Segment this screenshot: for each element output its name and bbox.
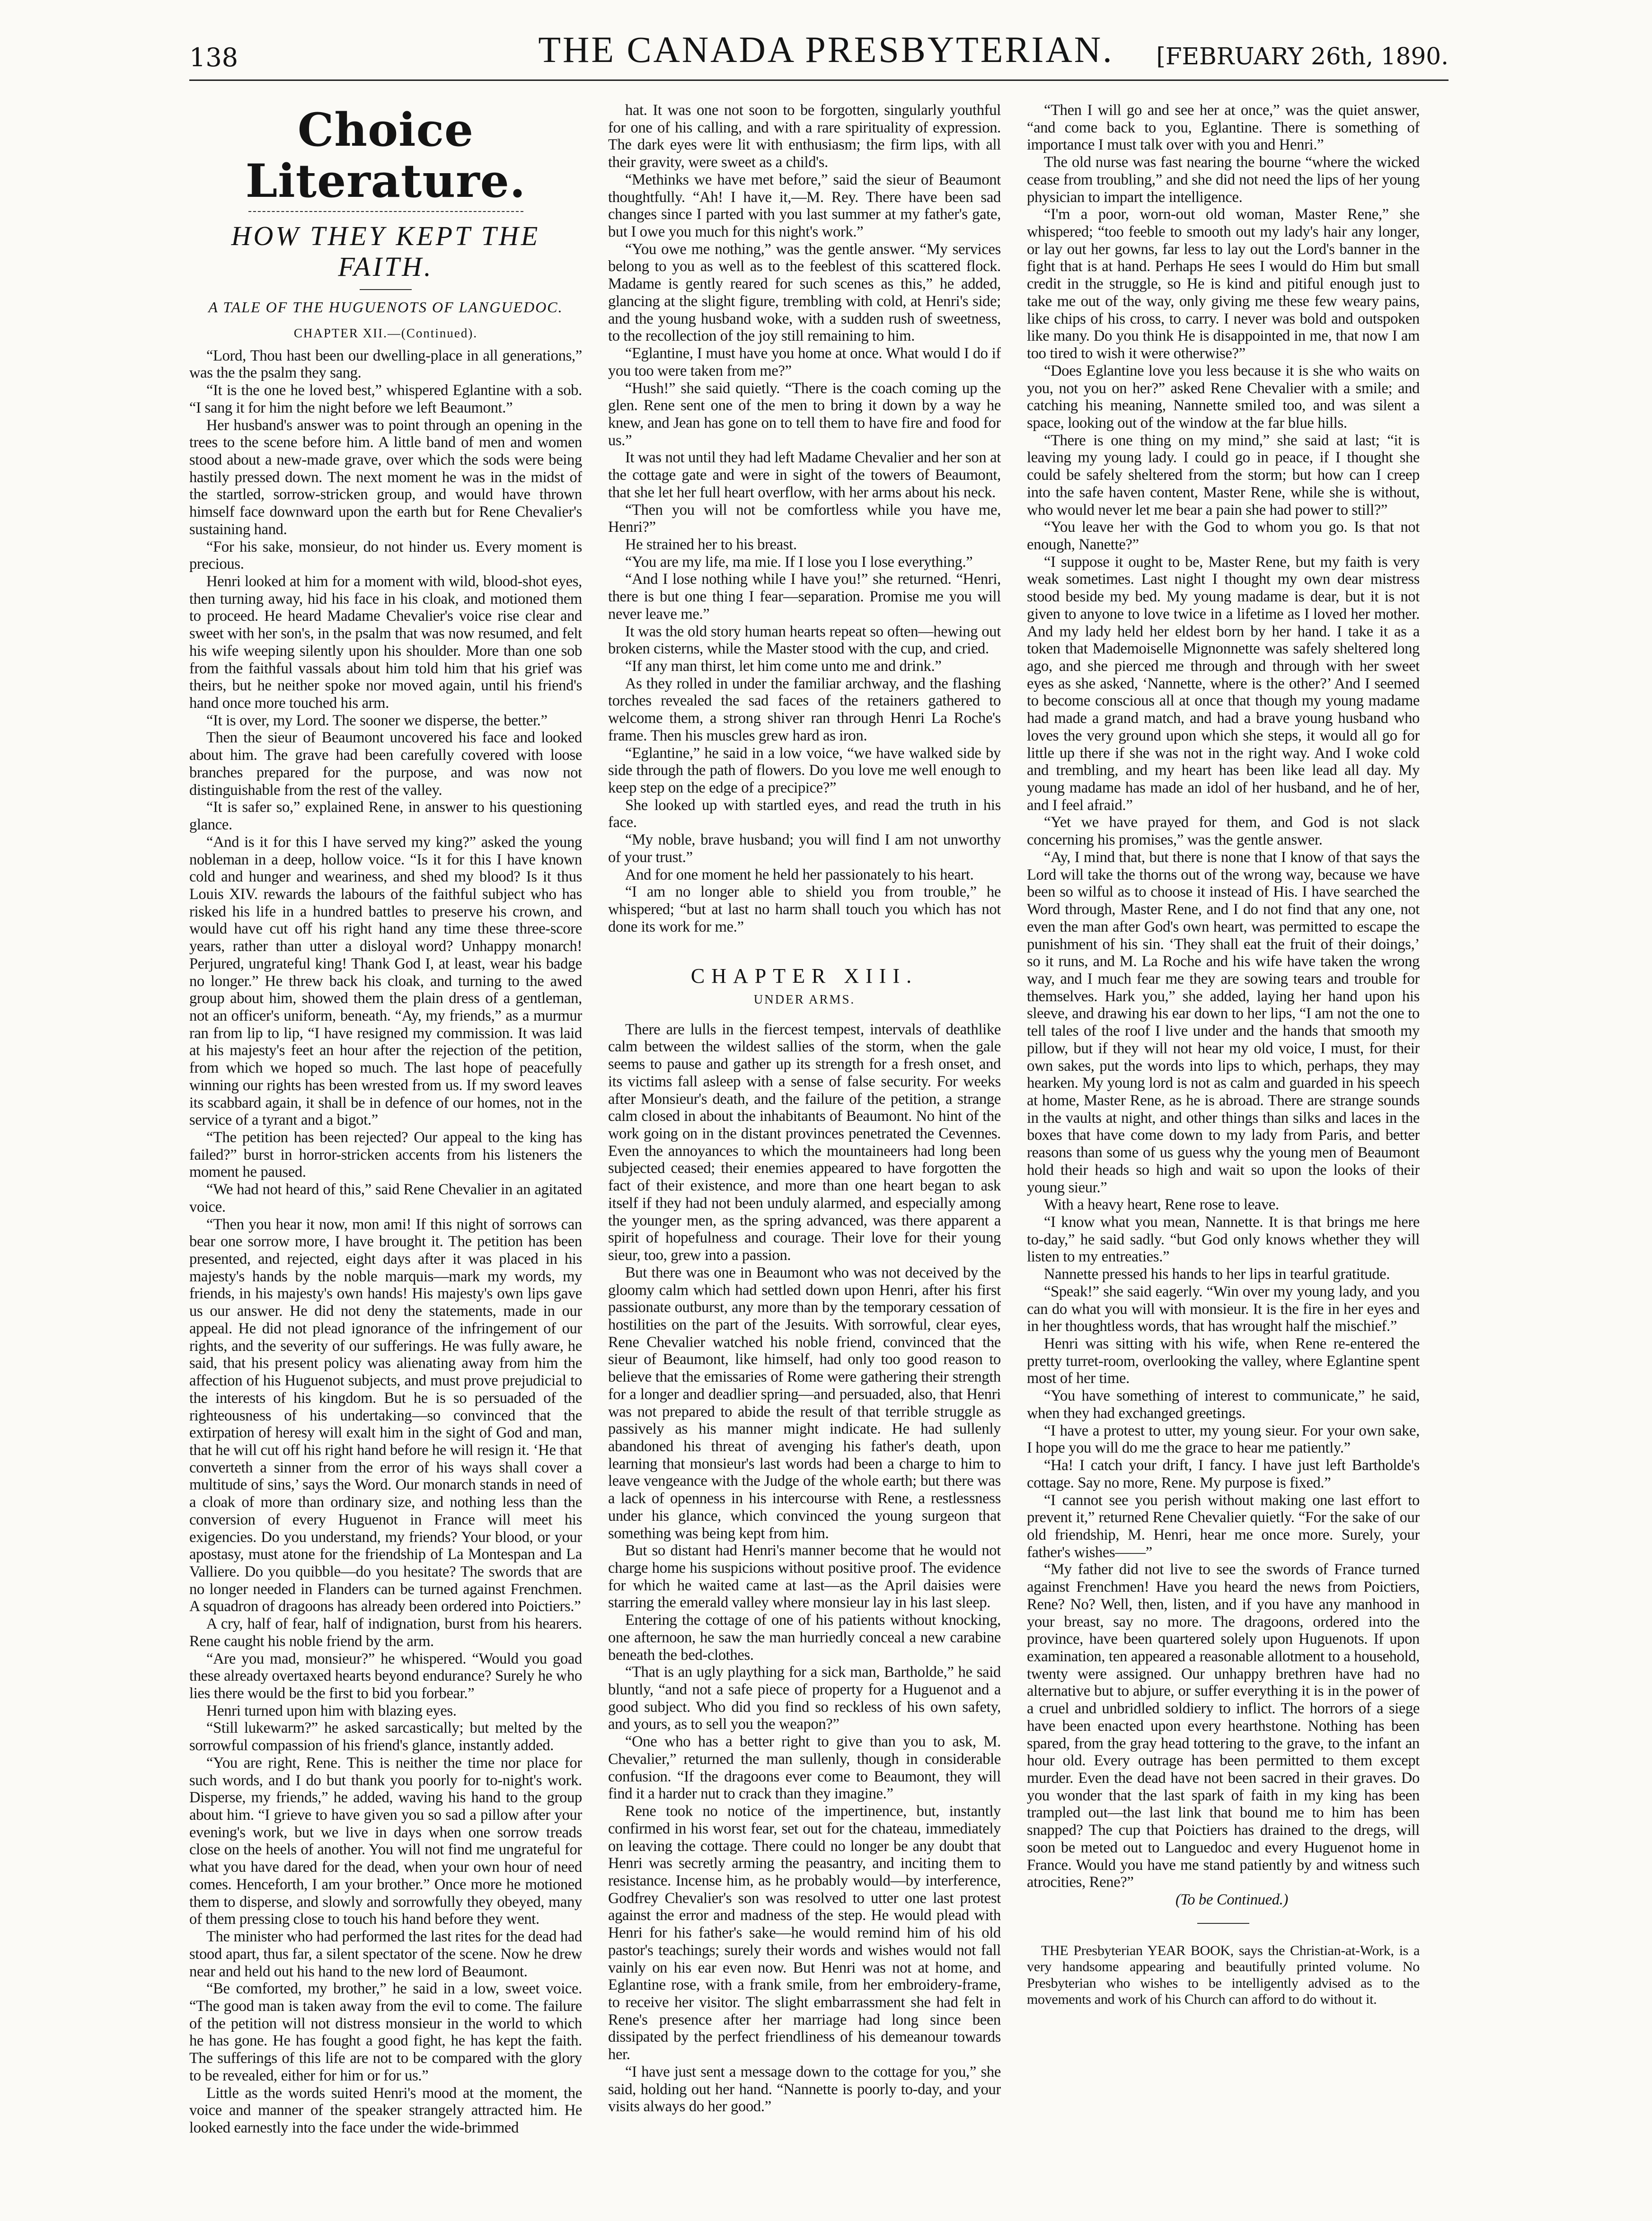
paragraph: “Then you will not be comfortless while you have me, Henri?” xyxy=(608,501,1001,536)
paragraph: “Eglantine, I must have you home at once. What would I do if you too were taken from me?” xyxy=(608,345,1001,379)
paragraph: “Methinks we have met before,” said the sieur of Beaumont thoughtfully. “Ah! I have it,—M. Rey. There have been sad changes since I parted with you last summer at my father's gate, but I owe you much for this night's work.” xyxy=(608,171,1001,241)
chapter-heading: CHAPTER XIII. xyxy=(690,964,919,987)
paragraph: “You are right, Rene. This is neither the time nor place for such words, and I do but thank you poorly for to-night's work. Disperse, my friends,” he added, waving his hand to the group about him. “I grieve to have given you so sad a pillow after your evening's work, but we live in days when one sorrow treads close on the heels of another. You will not find me ungrateful for what you have dared for the dead, when your own hour of need comes. Henceforth, I am your brother.” Once more he motioned them to disperse, and slowly and sorrowfully they obeyed, many of them pressing close to touch his hand before they went. xyxy=(189,1754,582,1928)
paragraph: Henri turned upon him with blazing eyes. xyxy=(206,1702,457,1719)
to-be-continued: (To be Continued.) xyxy=(1175,1891,1289,1909)
issue-date: [FEBRUARY 26th, 1890. xyxy=(1156,43,1449,70)
column-3 xyxy=(1027,102,1420,2198)
paragraph: “For his sake, monsieur, do not hinder us. Every moment is precious. xyxy=(189,538,582,573)
paragraph: “I know what you mean, Nannette. It is that brings me here to-day,” he said sadly. “but God only knows whether they will listen to my entreaties.” xyxy=(1027,1214,1420,1266)
paragraph: “I have a protest to utter, my young sieur. For your own sake, I hope you will do me the grace to hear me patiently.” xyxy=(1027,1422,1420,1457)
paragraph: “Ay, I mind that, but there is none that I know of that says the Lord will take the thorns out of the wrong way, because we have been so wilful as to choose it instead of His. I have searched the Word through, Master Rene, and I do not find that any one, not even the man after God's own heart, was permitted to escape the punishment of his sin. ‘They shall eat the fruit of their doings,’ so it runs, and M. La Roche and his wife have taken the wrong way, and I much fear me they are sowing tears and trouble for themselves. Hark you,” she added, laying her hand upon his sleeve, and drawing his ear down to her lips, “I am not the one to tell tales of the roof I live under and the hands that smooth my pillow, but if they will not hear my old voice, I must, for their own sakes, put the words into lips to which, perhaps, they may hearken. My young lord is not as calm and guarded in his speech at home, Master Rene, as he is abroad. There are strange sounds in the vaults at night, and other things than silks and laces in the boxes that have come down to my lady from Paris, and better reasons than some of us guess why the young men of Beaumont hold their heads so high and wait so upon the looks of their young sieur.” xyxy=(1027,848,1420,1196)
paragraph: “I am no longer able to shield you from trouble,” he whispered; “but at last no harm shall touch you which has not done its work for me.” xyxy=(608,883,1001,935)
paragraph: “You leave her with the God to whom you go. Is that not enough, Nanette?” xyxy=(1027,519,1420,553)
paragraph: “It is over, my Lord. The sooner we disperse, the better.” xyxy=(206,712,548,729)
story-subtitle: A TALE OF THE HUGUENOTS OF LANGUEDOC. xyxy=(208,299,563,316)
journal-title: THE CANADA PRESBYTERIAN. xyxy=(538,29,1114,70)
paragraph: “I suppose it ought to be, Master Rene, but my faith is very weak sometimes. Last night I thought my own dear mistress stood beside my bed. My young madame is dear, but it is not given to anyone to love twice in a lifetime as I loved her mother. And my lady held her eldest born by her hand. I take it as a token that Mademoiselle Mignonnette was safely sheltered long ago, and she pierced me through and through with her sweet eyes as she asked, ‘Nannette, where is the other?’ And I seemed to become conscious all at once that though my young madame had made a grand match, and had a brave young husband who loves the very ground upon which she steps, it would all go for little up there if she was not in the right way. And I woke cold and trembling, and my heart has been like lead all day. My young madame has made an idol of her husband, and he of her, and I feel afraid.” xyxy=(1027,553,1420,814)
paragraph: “My noble, brave husband; you will find I am not unworthy of your trust.” xyxy=(608,831,1001,866)
column-1-text xyxy=(189,347,582,2137)
paragraph: “Ha! I catch your drift, I fancy. I have just left Bartholde's cottage. Say no more, Rene. My purpose is fixed.” xyxy=(1027,1457,1420,1491)
column-1 xyxy=(189,102,582,2198)
paragraph: Little as the words suited Henri's mood at the moment, the voice and manner of the speaker strangely attracted him. He looked earnestly into the face under the wide-brimmed xyxy=(189,2084,582,2136)
paragraph: “There is one thing on my mind,” she said at last; “it is leaving my young lady. I could go in peace, if I thought she could be safely sheltered from the storm; but how can I creep into the safe haven content, Master Rene, while she is without, who would never let me bear a pain she had power to still?” xyxy=(1027,432,1420,519)
paragraph: There are lulls in the fiercest tempest, intervals of deathlike calm between the wildest sallies of the storm, when the gale seems to pause and gather up its strength for a fresh onset, and its victims fall asleep with a sense of false security. For weeks after Monsieur's death, and the failure of the petition, a strange calm closed in about the inhabitants of Beaumont. No hint of the work going on in the distant provinces penetrated the Cevennes. Even the annoyances to which the mountaineers had long been subjected ceased; their enemies appeared to have forgotten the fact of their existence, and more than one heart began to ask itself if they had not been unduly alarmed, and especially among the younger men, as the spring advanced, was there apparent a spirit of hopefulness and courage. Their love for their young sieur, too, grew into a passion. xyxy=(608,1021,1001,1264)
column-3-text xyxy=(1027,102,1420,1891)
paragraph: And for one moment he held her passionately to his heart. xyxy=(625,866,974,883)
paragraph: “It is the one he loved best,” whispered Eglantine with a sob. “I sang it for him the night before we left Beaumont.” xyxy=(189,382,582,416)
paragraph: It was the old story human hearts repeat so often—hewing out broken cisterns, while the Master stood with the cup, and cried. xyxy=(608,623,1001,658)
paragraph: “And I lose nothing while I have you!” she returned. “Henri, there is but one thing I fear—separation. Promise me you will never leave me.” xyxy=(608,571,1001,623)
column-2-text-a xyxy=(608,102,1001,936)
paragraph: “Speak!” she said eagerly. “Win over my young lady, and you can do what you will with monsieur. It is the fire in her eyes and in her thoughtless words, that has wrought half the mischief.” xyxy=(1027,1283,1420,1335)
page-header xyxy=(0,23,1652,94)
paragraph: “Still lukewarm?” he asked sarcastically; but melted by the sorrowful compassion of his friend's glance, instantly added. xyxy=(189,1719,582,1754)
paragraph: “If any man thirst, let him come unto me and drink.” xyxy=(625,658,942,675)
story-title: HOW THEY KEPT THE FAITH. xyxy=(231,220,540,282)
paragraph: Henri looked at him for a moment with wild, blood-shot eyes, then turning away, hid his face in his cloak, and motioned them to proceed. He heard Madame Chevalier's voice rise clear and sweet with her son's, in the psalm that was now resumed, and felt his wife weeping silently upon his shoulder. More than one sob from the faithful vassals about him told him that his grief was theirs, but he neither spoke nor moved again, until his friend's hand once more touched his arm. xyxy=(189,573,582,712)
header-rule xyxy=(189,79,1449,81)
paragraph: “You have something of interest to communicate,” he said, when they had exchanged greetings. xyxy=(1027,1387,1420,1422)
year-book-note: THE Presbyterian YEAR BOOK, says the Christian-at-Work, is a very handsome appearing and beautifully printed volume. No Presbyterian who wishes to be intelligently advised as to the movements and work of his Church can afford to do without it. xyxy=(1027,1942,1420,2008)
paragraph: Then the sieur of Beaumont uncovered his face and looked about him. The grave had been carefully covered with loose branches prepared for the purpose, and was now not distinguishable from the rest of the valley. xyxy=(189,729,582,799)
page-number: 138 xyxy=(189,43,239,72)
paragraph: “I cannot see you perish without making one last effort to prevent it,” returned Rene Chevalier quietly. “For the sake of our old friendship, M. Henri, hear me once more. Surely, your father's wishes——” xyxy=(1027,1491,1420,1561)
paragraph: “It is safer so,” explained Rene, in answer to his questioning glance. xyxy=(189,799,582,834)
section-title: Choice Literature. xyxy=(245,103,526,208)
paragraph: “Then I will go and see her at once,” was the quiet answer, “and come back to you, Eglantine. There is something of importance I must talk over with you and Henri.” xyxy=(1027,102,1420,154)
paragraph: “The petition has been rejected? Our appeal to the king has failed?” burst in horror-stricken accents from his listeners the moment he paused. xyxy=(189,1129,582,1181)
title-divider xyxy=(248,211,523,212)
paragraph: “I have just sent a message down to the cottage for you,” she said, holding out her hand. “Nannette is poorly to-day, and your visits always do her good.” xyxy=(608,2063,1001,2115)
paragraph: Nannette pressed his hands to her lips in tearful gratitude. xyxy=(1044,1266,1390,1283)
paragraph: “That is an ugly plaything for a sick man, Bartholde,” he said bluntly, “and not a safe piece of property for a Huguenot and a good subject. Who did you find so reckless of his own safety, and yours, as to sell you the weapon?” xyxy=(608,1664,1001,1733)
paragraph: “Hush!” she said quietly. “There is the coach coming up the glen. Rene sent one of the men to bring it down by a way he knew, and Jean has gone on to tell them to have fire and food for us.” xyxy=(608,379,1001,449)
paragraph: “One who has a better right to give than you to ask, M. Chevalier,” returned the man sullenly, though in considerable confusion. “If the dragoons ever come to Beaumont, they will find it a harder nut to crack than they imagine.” xyxy=(608,1733,1001,1803)
paragraph: He strained her to his breast. xyxy=(625,536,797,553)
paragraph: “We had not heard of this,” said Rene Chevalier in an agitated voice. xyxy=(189,1181,582,1216)
paragraph: She looked up with startled eyes, and read the truth in his face. xyxy=(608,796,1001,831)
paragraph: “Yet we have prayed for them, and God is not slack concerning his promises,” was the gentle answer. xyxy=(1027,814,1420,849)
paragraph: With a heavy heart, Rene rose to leave. xyxy=(1044,1196,1279,1214)
paragraph: Henri was sitting with his wife, when Rene re-entered the pretty turret-room, overlooking the valley, where Eglantine spent most of her time. xyxy=(1027,1335,1420,1387)
paragraph: “And is it for this I have served my king?” asked the young nobleman in a deep, hollow voice. “Is it for this I have known cold and hunger and weariness, and shed my blood? Is it thus Louis XIV. rewards the labours of the faithful subject who has risked his life in a hundred battles to preserve his crown, and would have cut off his right hand any time these three-score years, rather than utter a disloyal word? Unhappy monarch! Perjured, ungrateful king! Thank God I, at least, wear his badge no longer.” He threw back his cloak, and turning to the awed group about him, showed them the plain dress of a gentleman, not an officer's uniform, beneath. “Ay, my friends,” as a murmur ran from lip to lip, “I have resigned my commission. It was laid at his majesty's feet an hour after the rejection of the petition, from which we hoped so much. The last hope of peacefully winning our rights has been wrested from us. If my sword leaves its scabbard again, it shall be in defence of our homes, not in the service of a tyrant and a bigot.” xyxy=(189,833,582,1129)
paragraph: Rene took no notice of the impertinence, but, instantly confirmed in his worst fear, set out for the chateau, immediately on leaving the cottage. There could no longer be any doubt that Henri was secretly arming the peasantry, and inciting them to resistance. Incense him, as he probably would—by interference, Godfrey Chevalier's son was resolved to utter one last protest against the error and madness of the step. He would plead with Henri for his father's sake—he would remind him of his old pastor's teachings; surely their words and wishes would not fall vainly on his ear even now. But Henri was not at home, and Eglantine rose, with a frank smile, from her embroidery-frame, to receive her visitor. The slight embarrassment she had felt in Rene's presence after her marriage had long since been dissipated by the perfect friendliness of his demeanour towards her. xyxy=(608,1803,1001,2063)
paragraph: The minister who had performed the last rites for the dead had stood apart, thus far, a silent spectator of the scene. Now he drew near and held out his hand to the new lord of Beaumont. xyxy=(189,1928,582,1980)
paragraph: “Does Eglantine love you less because it is she who waits on you, not you on her?” asked Rene Chevalier with a smile; and catching his meaning, Nannette smiled too, and was silent a space, looking out of the window at the far blue hills. xyxy=(1027,362,1420,432)
chapter-subheading: UNDER ARMS. xyxy=(753,992,856,1007)
paragraph: Her husband's answer was to point through an opening in the trees to the scene before him. A little band of men and women stood about a new-made grave, over which the sods were being hastily pressed down. The next moment he was in the midst of the startled, sorrow-stricken group, and would have thrown himself face downward upon the earth but for Rene Chevalier's sustaining hand. xyxy=(189,416,582,538)
paragraph: A cry, half of fear, half of indignation, burst from his hearers. Rene caught his noble friend by the arm. xyxy=(189,1615,582,1650)
chapter-continued: CHAPTER XII.—(Continued). xyxy=(293,326,478,341)
paragraph: “Eglantine,” he said in a low voice, “we have walked side by side through the path of flowers. Do you love me well enough to keep step on the edge of a precipice?” xyxy=(608,744,1001,797)
paragraph: “Lord, Thou hast been our dwelling-place in all generations,” was the the psalm they sang. xyxy=(189,347,582,382)
column-2-text-b xyxy=(608,1021,1001,2115)
paragraph: “You owe me nothing,” was the gentle answer. “My services belong to you as well as to the feeblest of this scattered flock. Madame is gently reared for such scenes as this,” he added, glancing at the slight figure, trembling with cold, at Henri's side; and the young husband woke, with a sudden rush of sweetness, to the recollection of the joy still remaining to him. xyxy=(608,240,1001,345)
paragraph: “You are my life, ma mie. If I lose you I lose everything.” xyxy=(625,553,973,571)
story-divider xyxy=(360,289,412,290)
paragraph: “Be comforted, my brother,” he said in a low, sweet voice. “The good man is taken away from the evil to come. The failure of the petition will not distress monsieur in the world to which he has gone. He has fought a good fight, he has kept the faith. The sufferings of this life are not to be compared with the glory to be revealed, either for him or for us.” xyxy=(189,1980,582,2084)
paragraph: “My father did not live to see the swords of France turned against Frenchmen! Have you heard the news from Poictiers, Rene? No? Well, then, listen, and if you have any manhood in your breast, say no more. The dragoons, ordered into the province, have been quartered solely upon Huguenots. If upon examination, ten appeared a reasonable allotment to a household, twenty were assigned. Our unhappy brethren have had no alternative but to abjure, or suffer everything it is in the power of a cruel and unbridled soldiery to inflict. The horrors of a siege have been enacted upon every hearthstone. Nothing has been spared, from the gray head tottering to the grave, to the infant an hour old. Every outrage has been permitted to them except murder. Even the dead have not been sacred in their graves. Do you wonder that the last spark of faith in my king has been trampled out—the last link that bound me to him has been snapped? The cup that Poictiers has drained to the dregs, will soon be meted out to Languedoc and every Huguenot home in France. Would you have me stand patiently by and witness such atrocities, Rene?” xyxy=(1027,1561,1420,1891)
paragraph: The old nurse was fast nearing the bourne “where the wicked cease from troubling,” and she did not need the lips of her young physician to impart the intelligence. xyxy=(1027,154,1420,206)
paragraph: As they rolled in under the familiar archway, and the flashing torches revealed the sad faces of the retainers gathered to welcome them, a strong shiver ran through Henri La Roche's frame. Then his muscles grew hard as iron. xyxy=(608,675,1001,744)
paragraph: “Then you hear it now, mon ami! If this night of sorrows can bear one sorrow more, I have brought it. The petition has been presented, and rejected, eight days after it was placed in his majesty's hands by the noble marquis—mark my words, my friends, in his majesty's own hands! His majesty's own lips gave us our answer. He did not deny the statements, made in our appeal. He did not plead ignorance of the infringement of our rights, and the severity of our sufferings. He was fully aware, he said, that his present policy was alienating away from him the affection of his Huguenot subjects, and must prove prejudicial to the interests of his kingdom. But he is so persuaded of the righteousness of his undertaking—so convinced that the extirpation of heresy will exalt him in the sight of God and man, that he will cut off his right hand before he will resign it. ‘He that converteth a sinner from the error of his ways shall cover a multitude of sins,’ says the Word. Our monarch stands in need of a cloak of more than ordinary size, and nothing less than the conversion of every Huguenot in France will meet his exigencies. Do you understand, my friends? Your blood, or your apostasy, must atone for the friendship of La Montespan and La Valliere. Do you quibble—do you hesitate? The swords that are no longer needed in Flanders can be turned against Frenchmen. A squadron of dragoons has already been ordered into Poictiers.” xyxy=(189,1216,582,1615)
paragraph: “I'm a poor, worn-out old woman, Master Rene,” she whispered; “too feeble to smooth out my lady's hair any longer, or lay out her gowns, far less to lay out the Lord's banner in the fight that is at hand. Perhaps He sees I would do Him but small credit in the struggle, so He is kind and pitiful enough just to take me out of the way, only giving me these few weary pains, like chips of his cross, to carry. I never was bold and outspoken like many. Do you think He is disappointed in me, that now I am too tired to wish it were otherwise?” xyxy=(1027,206,1420,362)
paragraph: “Are you mad, monsieur?” he whispered. “Would you goad these already overtaxed hearts beyond endurance? Surely he who lies there would be the first to bid you forbear.” xyxy=(189,1650,582,1702)
note-divider xyxy=(1197,1923,1249,1924)
paragraph: But there was one in Beaumont who was not deceived by the gloomy calm which had settled down upon Henri, after his first passionate outburst, any more than by the temporary cessation of hostilities on the part of the Jesuits. With sorrowful, clear eyes, Rene Chevalier watched his noble friend, convinced that the sieur of Beaumont, like himself, had only too good reason to believe that the emissaries of Rome were gathering their strength for a longer and deadlier spring—and persuaded, also, that Henri was not prepared to abide the result of that terrible struggle as passively as his manner might indicate. He had sullenly abandoned his threat of avenging his father's death, upon learning that monsieur's last words had been a charge to him to leave vengeance with the Judge of the whole earth; but there was a lack of openness in his intercourse with Rene, a restlessness under his glance, which convinced the young surgeon that something was being kept from him. xyxy=(608,1264,1001,1542)
column-2 xyxy=(608,102,1001,2198)
paragraph: Entering the cottage of one of his patients without knocking, one afternoon, he saw the man hurriedly conceal a new carabine beneath the bed-clothes. xyxy=(608,1612,1001,1664)
paragraph: But so distant had Henri's manner become that he would not charge home his suspicions without positive proof. The evidence for which he waited came at last—as the April daisies were starring the emerald valley where monsieur lay in his last sleep. xyxy=(608,1542,1001,1612)
paragraph: It was not until they had left Madame Chevalier and her son at the cottage gate and were in sight of the towers of Beaumont, that she let her full heart overflow, with her arms about his neck. xyxy=(608,449,1001,501)
paragraph: hat. It was one not soon to be forgotten, singularly youthful for one of his calling, and with a rare spirituality of expression. The dark eyes were lit with enthusiasm; the firm lips, with all their gravity, were sweet as a child's. xyxy=(608,102,1001,171)
